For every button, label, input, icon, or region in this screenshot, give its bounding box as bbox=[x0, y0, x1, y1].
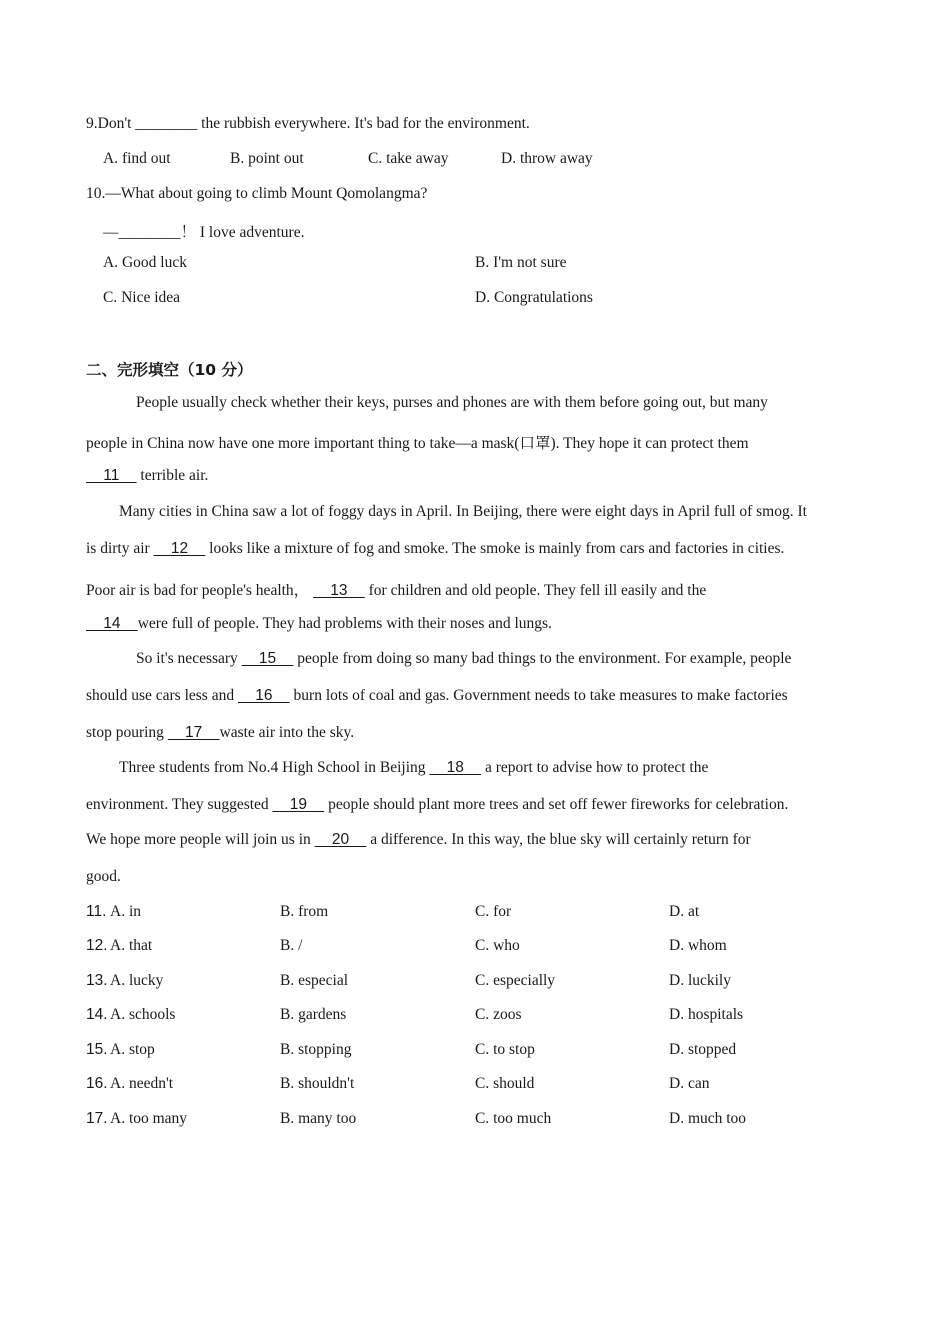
p4-line3: We hope more people will join us in 20 a difference. In this way, the blue sky will certainly return for bbox=[86, 831, 751, 848]
choice-option-a: A. in bbox=[110, 903, 141, 920]
q10-option-a: A. Good luck bbox=[103, 254, 187, 271]
choice-number: 15. bbox=[86, 1041, 108, 1058]
q9-option-d: D. throw away bbox=[501, 150, 593, 167]
choice-option-c: C. who bbox=[475, 937, 520, 954]
choice-number: 12. bbox=[86, 937, 108, 954]
choice-option-d: D. whom bbox=[669, 937, 727, 954]
p3-line2: should use cars less and 16 burn lots of coal and gas. Government needs to take measures to make factories bbox=[86, 687, 788, 704]
q10-option-b: B. I'm not sure bbox=[475, 254, 567, 271]
choice-option-d: D. can bbox=[669, 1075, 710, 1092]
choice-number: 16. bbox=[86, 1075, 108, 1092]
p3-line1: So it's necessary 15 people from doing so many bad things to the environment. For example, people bbox=[136, 650, 792, 667]
blank-17: 17 bbox=[167, 724, 220, 741]
q9-option-c: C. take away bbox=[368, 150, 449, 167]
choice-option-b: B. gardens bbox=[280, 1006, 347, 1023]
choice-option-c: C. should bbox=[475, 1075, 535, 1092]
choice-option-b: B. stopping bbox=[280, 1041, 352, 1058]
choice-option-d: D. at bbox=[669, 903, 700, 920]
choice-option-a: A. lucky bbox=[110, 972, 164, 989]
q9-option-b: B. point out bbox=[230, 150, 304, 167]
p2-line1: Many cities in China saw a lot of foggy days in April. In Beijing, there were eight days in April full of smog. It bbox=[119, 503, 807, 520]
choice-option-c: C. especially bbox=[475, 972, 556, 989]
choice-option-b: B. especial bbox=[280, 972, 349, 989]
q10-reply: —________！ I love adventure. bbox=[103, 224, 305, 241]
choice-option-d: D. stopped bbox=[669, 1041, 737, 1058]
choice-option-d: D. luckily bbox=[669, 972, 731, 989]
blank-13: 13 bbox=[313, 582, 365, 599]
choice-number: 13. bbox=[86, 972, 108, 989]
choice-option-d: D. much too bbox=[669, 1110, 747, 1127]
q10-option-d: D. Congratulations bbox=[475, 289, 593, 306]
choice-option-a: A. too many bbox=[110, 1110, 188, 1127]
blank-18: 18 bbox=[429, 759, 482, 776]
choice-option-c: C. for bbox=[475, 903, 512, 920]
choice-option-a: A. stop bbox=[110, 1041, 155, 1058]
choice-option-a: A. that bbox=[110, 937, 153, 954]
choice-option-a: A. needn't bbox=[110, 1075, 174, 1092]
q9-option-a: A. find out bbox=[103, 150, 171, 167]
blank-16: 16 bbox=[237, 687, 290, 704]
blank-12: 12 bbox=[153, 540, 206, 557]
choice-number: 14. bbox=[86, 1006, 108, 1023]
q10-option-c: C. Nice idea bbox=[103, 289, 181, 306]
p4-line4: good. bbox=[86, 868, 121, 885]
section-heading: 二、完形填空（10 分） bbox=[86, 361, 253, 379]
blank-11: 11 bbox=[86, 467, 137, 484]
choice-option-d: D. hospitals bbox=[669, 1006, 744, 1023]
p4-line2: environment. They suggested 19 people should plant more trees and set off fewer fireworks for celebration. bbox=[86, 796, 789, 813]
p2-line2: is dirty air 12 looks like a mixture of fog and smoke. The smoke is mainly from cars and factories in cities. bbox=[86, 540, 785, 557]
p2-line4: 14 were full of people. They had problems with their noses and lungs. bbox=[86, 615, 552, 632]
choice-option-a: A. schools bbox=[110, 1006, 176, 1023]
q10-stem: 10.—What about going to climb Mount Qomolangma? bbox=[86, 185, 428, 202]
blank-19: 19 bbox=[272, 796, 325, 813]
choice-option-c: C. zoos bbox=[475, 1006, 522, 1023]
choice-option-c: C. too much bbox=[475, 1110, 552, 1127]
choice-option-c: C. to stop bbox=[475, 1041, 535, 1058]
choice-option-b: B. shouldn't bbox=[280, 1075, 355, 1092]
choice-option-b: B. many too bbox=[280, 1110, 357, 1127]
choice-option-b: B. / bbox=[280, 937, 303, 954]
blank-14: 14 bbox=[86, 615, 138, 632]
q9-stem: 9.Don't ________ the rubbish everywhere. It's bad for the environment. bbox=[86, 115, 530, 132]
blank-15: 15 bbox=[241, 650, 294, 667]
p1-line2: people in China now have one more important thing to take—a mask(口罩). They hope it can protect them bbox=[86, 435, 749, 452]
choice-number: 11. bbox=[86, 903, 107, 920]
p2-line3: Poor air is bad for people's health， 13 for children and old people. They fell ill easily and the bbox=[86, 582, 707, 599]
choice-option-b: B. from bbox=[280, 903, 329, 920]
p1-line3: 11 terrible air. bbox=[86, 467, 209, 484]
p4-line1: Three students from No.4 High School in Beijing 18 a report to advise how to protect the bbox=[119, 759, 709, 776]
choice-number: 17. bbox=[86, 1110, 108, 1127]
blank-20: 20 bbox=[314, 831, 367, 848]
p3-line3: stop pouring 17 waste air into the sky. bbox=[86, 724, 355, 741]
p1-line1: People usually check whether their keys, purses and phones are with them before going out, but many bbox=[136, 394, 768, 411]
